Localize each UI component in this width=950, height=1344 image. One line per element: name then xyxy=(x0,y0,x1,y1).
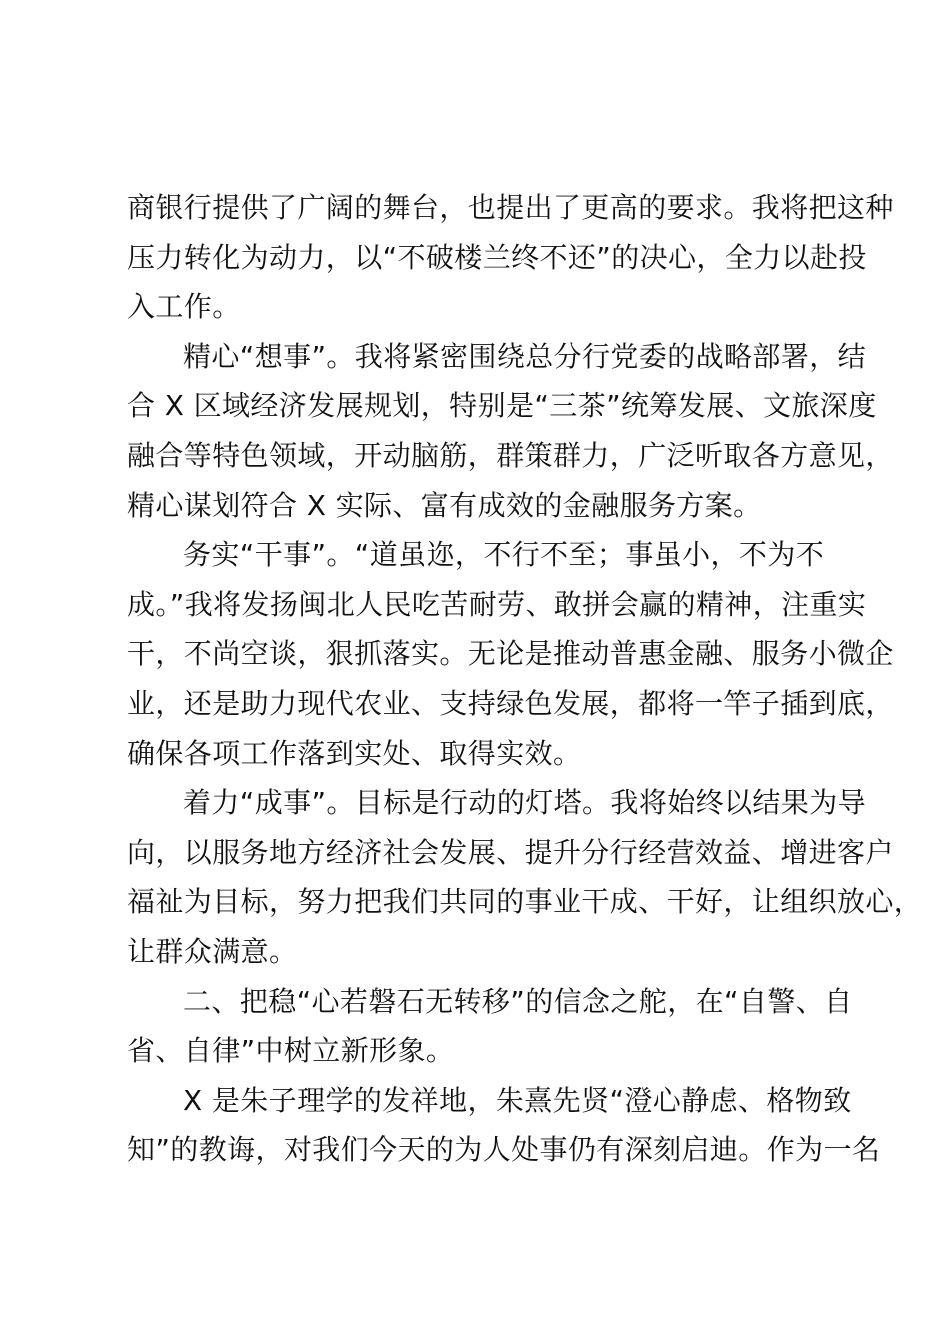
text-line: 福祉为目标，努力把我们共同的事业干成、干好，让组织放心， xyxy=(127,885,923,919)
text-line: 干，不尚空谈，狠抓落实。无论是推动普惠金融、服务小微企 xyxy=(127,637,894,671)
paragraph-heading-line: 务实“干事”。“道虽迩，不行不至；事虽小，不为不 xyxy=(183,538,825,572)
paragraph-heading-line: 着力“成事”。目标是行动的灯塔。我将始终以结果为导 xyxy=(183,786,867,820)
text-line: 合 X 区域经济发展规划，特别是“三茶”统筹发展、文旅深度 xyxy=(127,389,877,423)
document-body xyxy=(127,183,923,1175)
text-line: 让群众满意。 xyxy=(127,934,298,968)
text-line: 融合等特色领域，开动脑筋，群策群力，广泛听取各方意见， xyxy=(127,438,894,472)
section-heading-line: 二、把稳“心若磐石无转移”的信念之舵，在“自警、自 xyxy=(183,984,853,1018)
text-line: 成。”我将发扬闽北人民吃苦耐劳、敢拼会赢的精神，注重实 xyxy=(127,587,867,621)
text-line: 精心谋划符合 X 实际、富有成效的金融服务方案。 xyxy=(127,488,762,522)
text-line: 入工作。 xyxy=(127,290,241,324)
text-line: 压力转化为动力，以“不破楼兰终不还”的决心，全力以赴投 xyxy=(127,240,867,274)
text-line: X 是朱子理学的发祥地，朱熹先贤“澄心静虑、格物致 xyxy=(183,1083,852,1117)
paragraph-heading-line: 精心“想事”。我将紧密围绕总分行党委的战略部署，结 xyxy=(183,339,867,373)
text-line: 知”的教诲，对我们今天的为人处事仍有深刻启迪。作为一名 xyxy=(127,1133,881,1167)
text-line: 确保各项工作落到实处、取得实效。 xyxy=(127,736,582,770)
text-line: 向，以服务地方经济社会发展、提升分行经营效益、增进客户 xyxy=(127,835,894,869)
text-line: 业，还是助力现代农业、支持绿色发展，都将一竿子插到底， xyxy=(127,686,894,720)
section-heading-line: 省、自律”中树立新形象。 xyxy=(127,1034,455,1068)
text-line: 商银行提供了广阔的舞台，也提出了更高的要求。我将把这种 xyxy=(127,191,894,224)
